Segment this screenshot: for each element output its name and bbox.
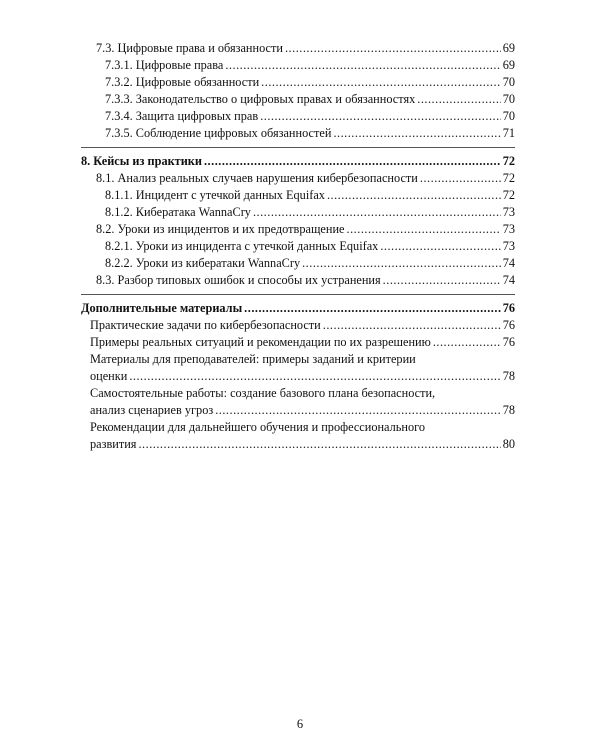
toc-entry-page: 73: [502, 205, 515, 219]
toc-entry-title-line2: развития: [90, 437, 137, 451]
toc-entry-page: 76: [502, 335, 515, 349]
toc-leader-dots: [260, 108, 501, 125]
toc-entry-page: 70: [502, 92, 515, 106]
toc-entry-page: 70: [502, 75, 515, 89]
toc-entry-page: 78: [502, 369, 515, 383]
toc-entry-page: 80: [502, 437, 515, 451]
toc-entry-title-line2: анализ сценариев угроз: [90, 403, 214, 417]
toc-leader-dots: [138, 436, 500, 453]
toc-leader-dots: [204, 153, 501, 170]
toc-entry[interactable]: [81, 272, 515, 289]
toc-leader-dots: [433, 334, 501, 351]
toc-entry-title: 7.3.2. Цифровые обязанности: [105, 75, 260, 89]
toc-leader-dots: [323, 317, 501, 334]
toc-entry[interactable]: [81, 238, 515, 255]
toc-entry-page: 74: [502, 256, 515, 270]
toc-entry-page: 72: [502, 188, 515, 202]
toc-entry[interactable]: [81, 125, 515, 142]
toc-leader-dots: [129, 368, 500, 385]
toc-entry-multiline[interactable]: [81, 419, 515, 453]
toc-entry-title: 8.2. Уроки из инцидентов и их предотвращение: [96, 222, 345, 236]
toc-entry-title: 8.1.2. Кибератака WannaCry: [105, 205, 251, 219]
toc-leader-dots: [420, 170, 501, 187]
toc-entry-title: 8.2.2. Уроки из кибератаки WannaCry: [105, 256, 301, 270]
toc-entry-page: 74: [502, 273, 515, 287]
toc-leader-dots: [327, 187, 501, 204]
toc-entry[interactable]: [81, 91, 515, 108]
toc-entry-title: 7.3.1. Цифровые права: [105, 58, 224, 72]
table-of-contents: [81, 40, 515, 453]
toc-entry-page: 69: [502, 41, 515, 55]
toc-section-title: 8. Кейсы из практики: [81, 154, 202, 168]
toc-entry-title: 8.2.1. Уроки из инцидента с утечкой данных Equifax: [105, 239, 379, 253]
toc-entry-page: 78: [502, 403, 515, 417]
toc-section-page: 76: [502, 301, 515, 315]
toc-entry[interactable]: [81, 108, 515, 125]
toc-entry[interactable]: [81, 221, 515, 238]
toc-entry-page: 70: [502, 109, 515, 123]
toc-entry[interactable]: [81, 334, 515, 351]
toc-entry-page: 73: [502, 239, 515, 253]
toc-entry-page: 71: [502, 126, 515, 140]
toc-leader-dots: [383, 272, 501, 289]
toc-leader-dots: [261, 74, 501, 91]
toc-entry-title-line1: Материалы для преподавателей: примеры заданий и критерии: [90, 352, 416, 366]
toc-entry[interactable]: [81, 74, 515, 91]
toc-entry-multiline[interactable]: [81, 385, 515, 419]
toc-entry-title: 7.3.4. Защита цифровых прав: [105, 109, 259, 123]
section-divider: [81, 147, 515, 148]
toc-entry-title: 7.3.3. Законодательство о цифровых правах и обязанностях: [105, 92, 416, 106]
toc-entry-title-line2: оценки: [90, 369, 128, 383]
toc-leader-dots: [244, 300, 501, 317]
toc-section-title: Дополнительные материалы: [81, 301, 243, 315]
toc-entry-title: Практические задачи по кибербезопасности: [90, 318, 321, 332]
toc-leader-dots: [380, 238, 500, 255]
toc-entry[interactable]: [81, 170, 515, 187]
toc-leader-dots: [215, 402, 501, 419]
toc-entry-multiline[interactable]: [81, 351, 515, 385]
toc-leader-dots: [347, 221, 501, 238]
toc-leader-dots: [253, 204, 501, 221]
toc-entry-page: 72: [502, 171, 515, 185]
toc-section-entry[interactable]: [81, 300, 515, 317]
toc-leader-dots: [302, 255, 501, 272]
toc-entry[interactable]: [81, 317, 515, 334]
toc-entry-title-line1: Самостоятельные работы: создание базового плана безопасности,: [90, 386, 436, 400]
toc-leader-dots: [225, 57, 500, 74]
toc-section-entry[interactable]: [81, 153, 515, 170]
page-number: 6: [296, 717, 304, 731]
toc-entry[interactable]: [81, 255, 515, 272]
toc-entry-title-line1: Рекомендации для дальнейшего обучения и профессионального: [90, 420, 425, 434]
toc-entry[interactable]: [81, 57, 515, 74]
toc-leader-dots: [417, 91, 500, 108]
toc-entry-page: 73: [502, 222, 515, 236]
toc-entry-title: 8.1. Анализ реальных случаев нарушения кибербезопасности: [96, 171, 418, 185]
toc-entry[interactable]: [81, 187, 515, 204]
toc-section-page: 72: [502, 154, 515, 168]
toc-entry-page: 69: [502, 58, 515, 72]
toc-entry[interactable]: [81, 204, 515, 221]
toc-entry-title: Примеры реальных ситуаций и рекомендации по их разрешению: [90, 335, 431, 349]
toc-leader-dots: [333, 125, 500, 142]
toc-entry-title: 8.3. Разбор типовых ошибок и способы их устранения: [96, 273, 381, 287]
section-divider: [81, 294, 515, 295]
toc-entry-page: 76: [502, 318, 515, 332]
toc-leader-dots: [285, 40, 501, 57]
toc-entry-title: 7.3. Цифровые права и обязанности: [96, 41, 283, 55]
toc-entry-title: 8.1.1. Инцидент с утечкой данных Equifax: [105, 188, 325, 202]
toc-entry-title: 7.3.5. Соблюдение цифровых обязанностей: [105, 126, 332, 140]
toc-entry[interactable]: [81, 40, 515, 57]
